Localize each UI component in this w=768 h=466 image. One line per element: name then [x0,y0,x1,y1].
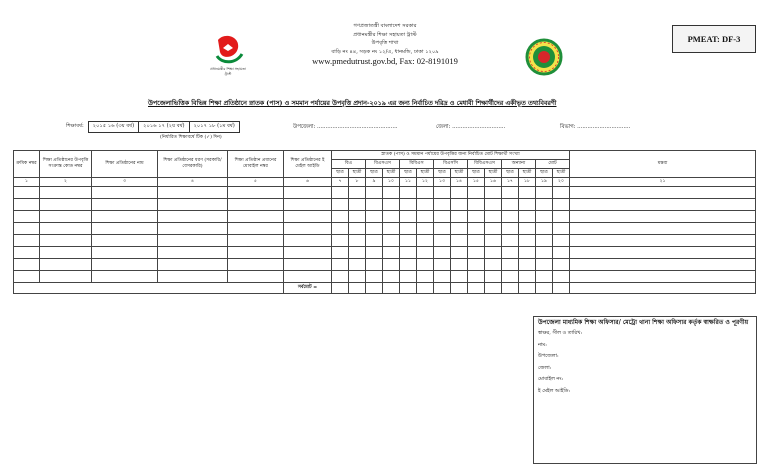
table-cell[interactable] [519,235,536,247]
column-number: ২ [40,178,92,187]
table-cell[interactable] [434,199,451,211]
total-cell[interactable] [383,283,400,294]
table-cell[interactable] [92,259,158,271]
col-head-mobile: শিক্ষা প্রতিষ্ঠান প্রধানের মোবাইল নম্বর [228,151,284,178]
table-cell[interactable] [451,187,468,199]
total-cell[interactable] [451,283,468,294]
table-cell[interactable] [485,211,502,223]
total-cell[interactable] [570,283,756,294]
signature-line[interactable]: নাম: [538,341,547,348]
table-cell[interactable] [468,211,485,223]
table-cell[interactable] [570,211,756,223]
table-cell[interactable] [485,223,502,235]
table-cell[interactable] [349,247,366,259]
table-cell[interactable] [366,235,383,247]
total-cell[interactable] [400,283,417,294]
table-cell[interactable] [349,211,366,223]
table-cell[interactable] [553,211,570,223]
gender-header: ছাত্র [536,169,553,178]
table-cell[interactable] [400,223,417,235]
table-cell[interactable] [228,187,284,199]
subject-header: মোট [536,160,570,169]
table-cell[interactable] [485,199,502,211]
signature-line[interactable]: উপজেলা: [538,353,559,360]
table-cell[interactable] [553,247,570,259]
gender-header: ছাত্রী [349,169,366,178]
table-cell[interactable] [332,235,349,247]
table-cell[interactable] [14,271,40,283]
table-cell[interactable] [158,211,228,223]
table-cell[interactable] [451,199,468,211]
total-cell[interactable] [349,283,366,294]
table-row [14,235,756,247]
form-code: PMEAT: DF-3 [672,25,756,53]
column-number: ৫ [228,178,284,187]
total-cell[interactable] [417,283,434,294]
table-cell[interactable] [468,259,485,271]
total-row [14,283,756,294]
table-cell[interactable] [383,235,400,247]
table-cell[interactable] [536,223,553,235]
gender-header: ছাত্র [366,169,383,178]
column-number: ১৭ [502,178,519,187]
column-number: ১ [14,178,40,187]
table-cell[interactable] [383,271,400,283]
table-cell[interactable] [284,187,332,199]
table-cell[interactable] [400,271,417,283]
col-inst-type: শিক্ষা প্রতিষ্ঠানের ধরণ (সরকারি/বেসরকারি) [158,151,228,178]
table-cell[interactable] [366,187,383,199]
table-cell[interactable] [40,259,92,271]
table-cell[interactable] [92,271,158,283]
table-cell[interactable] [519,211,536,223]
table-cell[interactable] [332,247,349,259]
table-cell[interactable] [451,223,468,235]
table-row [14,271,756,283]
table-cell[interactable] [14,187,40,199]
table-cell[interactable] [92,211,158,223]
column-number: ১৩ [434,178,451,187]
table-cell[interactable] [570,235,756,247]
table-cell[interactable] [383,211,400,223]
academic-year-option[interactable]: ২০১৬ ১৭ (২য় বর্ষ) [139,122,189,133]
header-line-2: প্রধানমন্ত্রীর শিক্ষা সহায়তা ট্রাস্ট [353,31,417,38]
table-cell[interactable] [366,199,383,211]
table-cell[interactable] [332,211,349,223]
table-cell[interactable] [366,211,383,223]
table-cell[interactable] [451,247,468,259]
header-line-3: উপবৃত্তি শাখা [371,40,399,47]
trust-logo-caption: প্রধানমন্ত্রীর শিক্ষা সহায়তা ট্রাস্ট [210,67,246,76]
table-cell[interactable] [570,259,756,271]
table-cell[interactable] [400,259,417,271]
student-info-table [13,150,756,294]
trust-logo-icon [214,34,244,66]
column-number: ১৪ [451,178,468,187]
table-cell[interactable] [417,235,434,247]
table-cell[interactable] [553,259,570,271]
col-inst-code: শিক্ষা প্রতিষ্ঠানের উপবৃত্তি সংক্রান্ত কোড নম্বর [40,151,92,178]
total-spacer [14,283,284,294]
table-cell[interactable] [536,247,553,259]
column-number: ১১ [400,178,417,187]
table-cell[interactable] [519,259,536,271]
gender-header: ছাত্রী [485,169,502,178]
table-cell[interactable] [383,187,400,199]
table-cell[interactable] [366,223,383,235]
table-cell[interactable] [570,271,756,283]
table-cell[interactable] [570,187,756,199]
table-cell[interactable] [284,271,332,283]
subject-header: বিএসসি [434,160,468,169]
table-cell[interactable] [485,247,502,259]
table-row [14,223,756,235]
header-website: www.pmedutrust.gov.bd, Fax: 02-8191019 [312,56,458,67]
header-line-4: বাড়ি নং ৪৪, সড়ক নং ১২/এ, ধানমন্ডি, ঢাকা ১২০৯ [331,48,439,55]
table-cell[interactable] [349,259,366,271]
table-cell[interactable] [383,223,400,235]
table-cell[interactable] [502,235,519,247]
table-cell[interactable] [451,259,468,271]
total-cell[interactable] [434,283,451,294]
table-cell[interactable] [502,271,519,283]
table-cell[interactable] [451,235,468,247]
table-cell[interactable] [40,187,92,199]
table-cell[interactable] [417,211,434,223]
table-cell[interactable] [468,271,485,283]
table-cell[interactable] [570,223,756,235]
gender-header: ছাত্রী [519,169,536,178]
column-number: ১৮ [519,178,536,187]
table-cell[interactable] [284,235,332,247]
table-cell[interactable] [468,199,485,211]
table-cell[interactable] [536,271,553,283]
table-cell[interactable] [553,199,570,211]
table-row [14,211,756,223]
gender-header: ছাত্রী [451,169,468,178]
table-cell[interactable] [451,271,468,283]
col-serial: ক্রমিক নম্বর [14,151,40,178]
table-cell[interactable] [383,259,400,271]
table-cell[interactable] [92,235,158,247]
table-cell[interactable] [434,259,451,271]
subject-header: বিএ [332,160,366,169]
table-cell[interactable] [434,247,451,259]
table-cell[interactable] [332,187,349,199]
table-cell[interactable] [485,259,502,271]
table-cell[interactable] [349,223,366,235]
table-cell[interactable] [228,223,284,235]
column-number: ৮ [349,178,366,187]
gender-header: ছাত্র [468,169,485,178]
academic-year-selector [62,121,240,133]
col-student-count-group: স্নাতক (পাস) ও সমমান পর্যায়ের উপবৃত্তির জন্য নির্বাচিত মোট শিক্ষার্থী সংখ্যা [332,151,570,160]
column-number: ১৫ [468,178,485,187]
table-cell[interactable] [366,259,383,271]
table-cell[interactable] [40,271,92,283]
table-cell[interactable] [158,259,228,271]
gender-header: ছাত্র [502,169,519,178]
table-cell[interactable] [14,211,40,223]
table-cell[interactable] [485,271,502,283]
column-number: ৯ [366,178,383,187]
table-cell[interactable] [519,199,536,211]
table-cell[interactable] [366,247,383,259]
table-cell[interactable] [400,199,417,211]
letterhead [270,22,500,67]
table-cell[interactable] [349,271,366,283]
table-cell[interactable] [502,259,519,271]
table-cell[interactable] [14,199,40,211]
division-field[interactable]: বিভাগ: ............................... [560,124,631,130]
col-remarks: মন্তব্য [570,151,756,178]
table-cell[interactable] [349,199,366,211]
column-number: ১৯ [536,178,553,187]
table-cell[interactable] [40,211,92,223]
gender-header: ছাত্র [434,169,451,178]
table-cell[interactable] [158,199,228,211]
table-cell[interactable] [553,271,570,283]
table-cell[interactable] [434,211,451,223]
total-label: সর্বমোট = [284,283,332,294]
column-number: ১২ [417,178,434,187]
header-line-1: গণপ্রজাতন্ত্রী বাংলাদেশ সরকার [353,23,417,29]
table-cell[interactable] [228,259,284,271]
table-cell[interactable] [383,247,400,259]
table-cell[interactable] [485,187,502,199]
table-cell[interactable] [228,211,284,223]
signature-line[interactable]: জেলা: [538,364,552,371]
gender-header: ছাত্র [400,169,417,178]
table-cell[interactable] [14,259,40,271]
table-row [14,259,756,271]
table-cell[interactable] [468,223,485,235]
district-field[interactable]: জেলা: ............................... [436,124,506,130]
table-cell[interactable] [284,199,332,211]
table-cell[interactable] [400,235,417,247]
signature-line[interactable]: স্বাক্ষর, সীল ও তারিখ: [538,330,583,336]
table-cell[interactable] [451,211,468,223]
academic-year-option[interactable]: ২০১৫ ১৬ (৩য় বর্ষ) [88,122,138,133]
column-number: ৩ [92,178,158,187]
table-cell[interactable] [417,223,434,235]
col-inst-name: শিক্ষা প্রতিষ্ঠানের নাম [92,151,158,178]
table-cell[interactable] [332,259,349,271]
table-cell[interactable] [502,223,519,235]
table-cell[interactable] [434,271,451,283]
column-number: ৬ [284,178,332,187]
column-number-row [14,178,756,187]
total-cell[interactable] [366,283,383,294]
table-cell[interactable] [417,247,434,259]
table-cell[interactable] [417,259,434,271]
table-cell[interactable] [228,199,284,211]
table-cell[interactable] [92,187,158,199]
total-cell[interactable] [502,283,519,294]
upazila-field[interactable]: উপজেলা: ............................................... [293,124,398,130]
academic-year-option[interactable]: ২০১৭ ১৮ (১ম বর্ষ) [189,122,239,133]
total-cell[interactable] [553,283,570,294]
table-cell[interactable] [519,187,536,199]
table-cell[interactable] [332,199,349,211]
table-cell[interactable] [502,211,519,223]
table-cell[interactable] [40,235,92,247]
column-number: ৪ [158,178,228,187]
signature-line[interactable]: ই মেইল আইডি: [538,387,571,394]
table-cell[interactable] [349,235,366,247]
table-cell[interactable] [284,223,332,235]
table-cell[interactable] [40,223,92,235]
table-cell[interactable] [417,199,434,211]
total-cell[interactable] [468,283,485,294]
table-cell[interactable] [400,187,417,199]
table-cell[interactable] [468,187,485,199]
signature-heading: উপজেলা মাধ্যমিক শিক্ষা অফিসার/ মেট্রো থানা শিক্ষা অফিসার কর্তৃক স্বাক্ষরিত ও পূরণীয় [538,319,749,326]
table-cell[interactable] [468,247,485,259]
table-cell[interactable] [417,271,434,283]
table-cell[interactable] [485,235,502,247]
table-cell[interactable] [92,247,158,259]
form-title: উপজেলাভিত্তিক বিভিন্ন শিক্ষা প্রতিষ্ঠানে স্নাতক (পাস) ও সমমান পর্যায়ের উপবৃত্তি প্রদান-২০১৯ এর জন্য নির্বাচিত দরিদ্র ও মেধাবী শিক্ষার্থীদের একীভূত তথ্যবিবরণী [148,100,557,107]
table-cell[interactable] [553,235,570,247]
table-cell[interactable] [434,187,451,199]
table-cell[interactable] [553,223,570,235]
subject-header: বিবিএস [400,160,434,169]
table-cell[interactable] [228,235,284,247]
table-cell[interactable] [158,187,228,199]
subject-header: অন্যান্য [502,160,536,169]
table-cell[interactable] [92,223,158,235]
total-cell[interactable] [332,283,349,294]
table-cell[interactable] [417,187,434,199]
table-cell[interactable] [468,235,485,247]
table-cell[interactable] [284,247,332,259]
table-cell[interactable] [434,235,451,247]
col-inst-email: শিক্ষা প্রতিষ্ঠানের ই মেইল আইডি [284,151,332,178]
table-cell[interactable] [158,247,228,259]
table-cell[interactable] [502,187,519,199]
table-cell[interactable] [228,247,284,259]
table-cell[interactable] [519,247,536,259]
academic-year-note: (নির্ধারিত শিক্ষাবর্ষে টিক (✓) দিন) [160,135,222,140]
table-row [14,187,756,199]
table-cell[interactable] [536,211,553,223]
table-cell[interactable] [366,271,383,283]
table-cell[interactable] [92,199,158,211]
table-cell[interactable] [228,271,284,283]
table-cell[interactable] [158,235,228,247]
table-cell[interactable] [14,235,40,247]
table-cell[interactable] [40,247,92,259]
table-cell[interactable] [570,247,756,259]
academic-year-label: শিক্ষাবর্ষ: [66,123,84,129]
signature-line[interactable]: মোবাইল নং: [538,376,564,383]
total-cell[interactable] [519,283,536,294]
gender-header: ছাত্র [332,169,349,178]
table-cell[interactable] [570,199,756,211]
signature-box [533,316,757,464]
gender-header: ছাত্রী [383,169,400,178]
table-cell[interactable] [284,259,332,271]
table-cell[interactable] [400,247,417,259]
table-cell[interactable] [332,271,349,283]
table-cell[interactable] [536,259,553,271]
table-row [14,247,756,259]
total-cell[interactable] [485,283,502,294]
table-cell[interactable] [349,187,366,199]
table-cell[interactable] [14,247,40,259]
column-number: ৭ [332,178,349,187]
column-number: ২০ [553,178,570,187]
table-row [14,199,756,211]
table-cell[interactable] [502,199,519,211]
table-cell[interactable] [536,199,553,211]
table-cell[interactable] [519,271,536,283]
table-cell[interactable] [434,223,451,235]
total-cell[interactable] [536,283,553,294]
gender-header: ছাত্রী [553,169,570,178]
subject-header: বিএসএস [366,160,400,169]
table-cell[interactable] [158,223,228,235]
table-cell[interactable] [400,211,417,223]
table-cell[interactable] [284,211,332,223]
table-cell[interactable] [332,223,349,235]
table-cell[interactable] [14,223,40,235]
government-seal-icon [525,38,563,76]
table-cell[interactable] [40,199,92,211]
column-number: ১০ [383,178,400,187]
table-cell[interactable] [519,223,536,235]
table-cell[interactable] [536,235,553,247]
table-cell[interactable] [536,187,553,199]
column-number: ২১ [570,178,756,187]
table-cell[interactable] [502,247,519,259]
table-cell[interactable] [158,271,228,283]
column-number: ১৬ [485,178,502,187]
table-cell[interactable] [553,187,570,199]
subject-header: বিবিএসএস [468,160,502,169]
gender-header: ছাত্রী [417,169,434,178]
table-cell[interactable] [383,199,400,211]
